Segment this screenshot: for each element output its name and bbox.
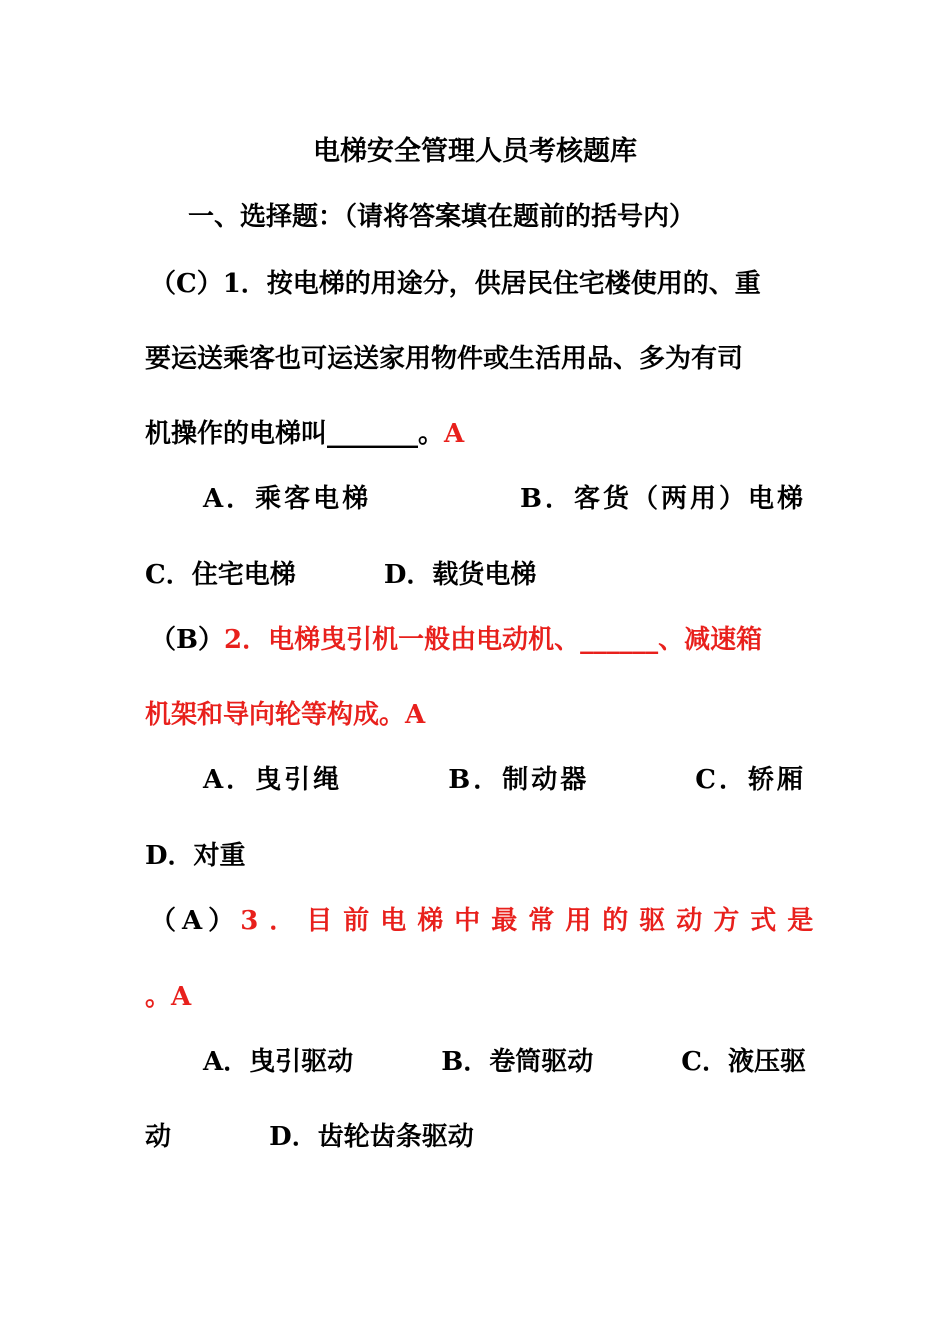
question-2-text-1: 2．电梯曳引机一般由电动机、______、减速箱	[223, 625, 763, 655]
question-2-line-2	[145, 697, 425, 733]
question-3-tag: （A）	[150, 906, 241, 936]
question-1-option-c: C．住宅电梯	[145, 560, 296, 590]
question-2-answer: A	[405, 700, 426, 730]
question-1-text-3: 机操作的电梯叫_______。	[145, 419, 445, 449]
question-2-option-c: C．轿厢	[695, 765, 806, 795]
question-1-option-b: B．客货（两用）电梯	[520, 484, 806, 514]
question-1-tag: （C）	[150, 269, 223, 299]
question-1-option-d: D．载货电梯	[383, 560, 537, 590]
question-3-option-a: A．曳引驱动	[203, 1047, 354, 1077]
question-1-line-3	[145, 416, 464, 452]
question-2-line-1	[150, 622, 762, 658]
question-3-line-2	[145, 979, 191, 1015]
section-heading: 一、选择题：（请将答案填在题前的括号内）	[188, 202, 696, 232]
question-1-line-2: 要运送乘客也可运送家用物件或生活用品、多为有司	[145, 344, 744, 374]
question-2-option-a: A．曳引绳	[203, 765, 343, 795]
question-3-option-d: D．齿轮齿条驱动	[269, 1122, 474, 1152]
question-2-option-d: D．对重	[145, 841, 246, 871]
question-1-line-1	[150, 266, 761, 302]
document-title: 电梯安全管理人员考核题库	[313, 136, 637, 167]
question-2-options-row-1	[203, 762, 806, 798]
question-3-option-c-cont: 动	[145, 1122, 172, 1152]
question-3-option-c: C．液压驱	[681, 1047, 806, 1077]
question-2-tag: （B）	[150, 625, 224, 655]
question-3-text-1: 3．目前电梯中最常用的驱动方式是	[240, 906, 825, 936]
question-3-line-1	[150, 903, 825, 939]
question-2-option-b: B．制动器	[448, 765, 590, 795]
question-2-text-2: 机架和导向轮等构成。	[145, 700, 406, 730]
question-3-option-b: B．卷筒驱动	[441, 1047, 594, 1077]
question-1-text-1: 1．按电梯的用途分，供居民住宅楼使用的、重	[222, 269, 761, 299]
question-1-options-row-1	[203, 481, 806, 517]
question-3-answer: A	[171, 982, 192, 1012]
question-1-answer: A	[444, 419, 465, 449]
question-3-options-row-2	[145, 1119, 474, 1155]
question-1-option-a: A．乘客电梯	[203, 484, 372, 514]
question-3-options-row-1	[203, 1044, 806, 1080]
question-3-text-2: 。	[145, 982, 172, 1012]
question-1-options-row-2	[145, 557, 536, 593]
question-2-options-row-2	[145, 838, 246, 874]
